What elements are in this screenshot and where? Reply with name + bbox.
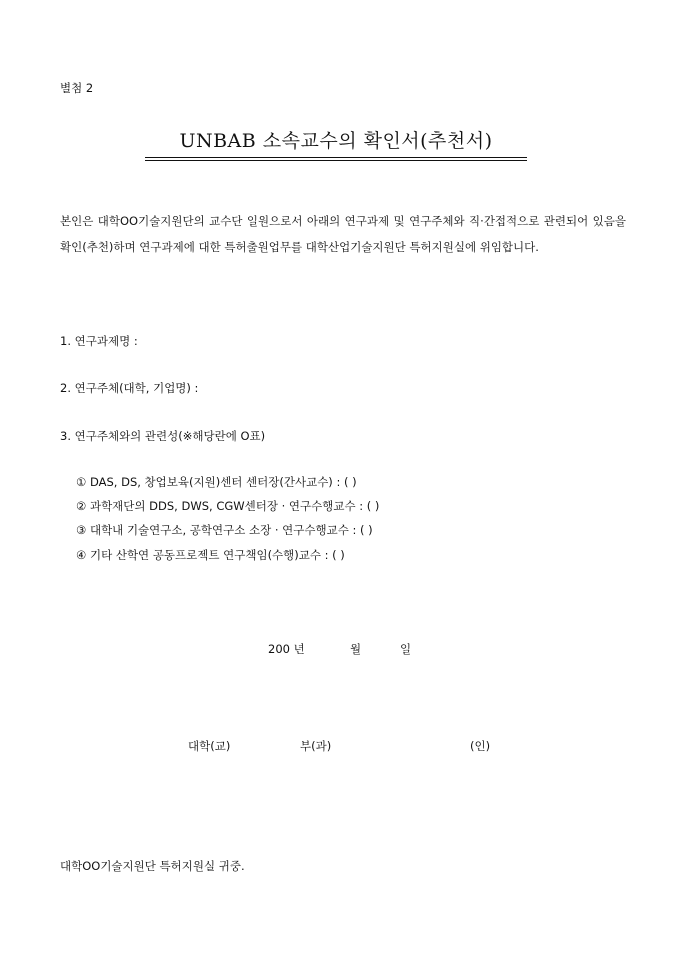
item-research-entity: 2. 연구주체(대학, 기업명) : [60, 381, 199, 395]
item-relation-heading: 3. 연구주체와의 관련성(※해당란에 O표) [60, 429, 266, 443]
title-double-underline [145, 160, 527, 161]
relation-option-2: ② 과학재단의 DDS, DWS, CGW센터장 · 연구수행교수 : ( ) [76, 499, 380, 513]
attachment-label: 별첨 2 [60, 81, 94, 95]
relation-option-4: ④ 기타 산학연 공동프로젝트 연구책임(수행)교수 : ( ) [76, 548, 345, 562]
date-line [0, 641, 680, 659]
signature-line [0, 738, 680, 756]
title-block [145, 126, 527, 161]
date-day: 일 [400, 642, 412, 656]
relation-option-1: ① DAS, DS, 창업보육(지원)센터 센터장(간사교수) : ( ) [76, 475, 357, 489]
signature-university: 대학(교) [188, 739, 231, 753]
intro-paragraph: 본인은 대학OO기술지원단의 교수단 일원으로서 아래의 연구과제 및 연구주체와 직·간접적으로 관련되어 있음을 확인(추천)하며 연구과제에 대한 특허출원업무를 대학산업기술지원단 특허지원실에 위임합니다. [60, 214, 626, 254]
date-month: 월 [350, 642, 362, 656]
addressee-line: 대학OO기술지원단 특허지원실 귀중. [60, 859, 245, 873]
document-title: UNBAB 소속교수의 확인서(추천서) [145, 126, 527, 158]
signature-seal: (인) [470, 739, 491, 753]
relation-option-3: ③ 대학내 기술연구소, 공학연구소 소장 · 연구수행교수 : ( ) [76, 523, 373, 537]
date-year: 200 년 [268, 642, 305, 656]
signature-department: 부(과) [300, 739, 332, 753]
item-research-project-name: 1. 연구과제명 : [60, 334, 138, 348]
